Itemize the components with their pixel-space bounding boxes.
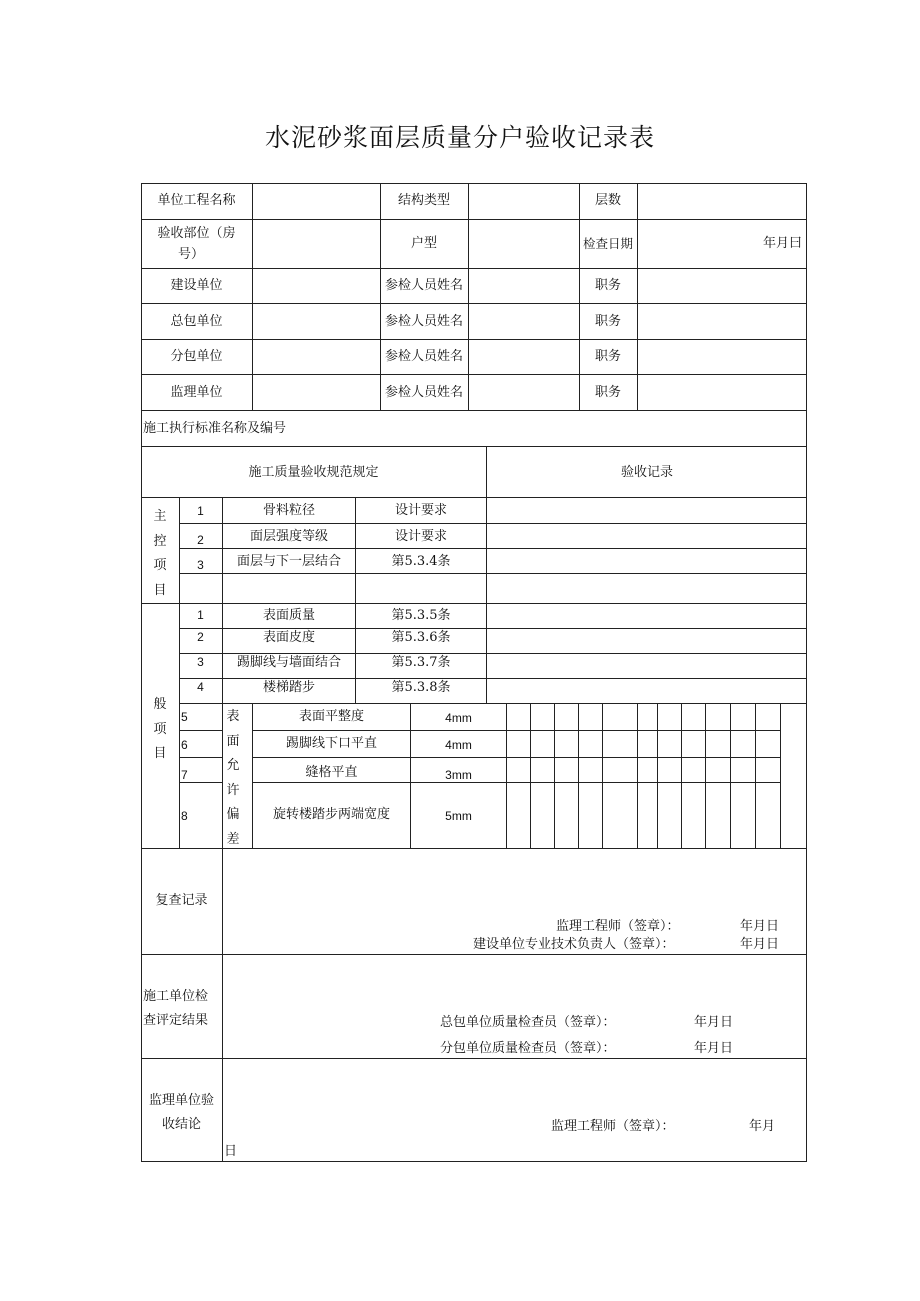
deviation-value: 5mm (445, 809, 472, 823)
item-requirement: 第5.3.4条 (391, 554, 451, 569)
construction-label-2: 查评定结果 (143, 1013, 209, 1028)
review-sig2-date[interactable]: 年月日 (740, 937, 780, 952)
party-unit-label: 监理单位 (170, 385, 223, 400)
item-requirement: 第5.3.7条 (391, 655, 451, 670)
item-number: 6 (181, 738, 188, 752)
party-position-label: 职务 (594, 314, 621, 329)
item-requirement: 设计要求 (394, 503, 447, 518)
deviation-name: 旋转楼踏步两端宽度 (272, 807, 390, 822)
deviation-name: 踢脚线下口平直 (285, 736, 377, 751)
deviation-value: 4mm (445, 711, 472, 725)
general-items-label: 般 项 目 (153, 697, 167, 761)
item-requirement: 第5.3.6条 (391, 630, 451, 645)
unit-type-label: 户型 (410, 236, 437, 251)
item-name: 踢脚线与墙面结合 (236, 655, 341, 670)
item-name: 表面质量 (262, 608, 315, 623)
inspection-record-table (141, 183, 807, 1162)
item-name: 骨料粒径 (262, 503, 315, 518)
inspection-date-label: 检查日期 (582, 236, 633, 251)
structure-type-label: 结构类型 (397, 193, 450, 208)
deviation-label: 表 面 允 许 偏 差 (226, 709, 240, 847)
construction-sig1-date[interactable]: 年月日 (694, 1015, 734, 1030)
party-position-label: 职务 (594, 385, 621, 400)
deviation-name: 缝格平直 (305, 765, 358, 780)
supervision-sig-date[interactable]: 年月 (749, 1119, 776, 1134)
supervision-label-1: 监理单位验 (148, 1093, 214, 1108)
deviation-value: 4mm (445, 738, 472, 752)
item-requirement: 第5.3.5条 (391, 608, 451, 623)
party-person-label: 参检人员姓名 (384, 314, 463, 329)
party-unit-label: 建设单位 (170, 278, 223, 293)
party-position-label: 职务 (594, 278, 621, 293)
party-person-label: 参检人员姓名 (384, 385, 463, 400)
construction-sig2-date[interactable]: 年月日 (694, 1041, 734, 1056)
item-number: 2 (197, 533, 204, 547)
spec-header: 施工质量验收规范规定 (248, 465, 379, 480)
page-title: 水泥砂浆面层质量分户验收记录表 (264, 123, 655, 152)
item-number: 5 (181, 710, 188, 724)
inspection-location-label-2: 号） (177, 247, 204, 262)
review-sig1-label: 监理工程师（签章）： (556, 919, 680, 934)
party-unit-label: 分包单位 (170, 349, 223, 364)
standard-label: 施工执行标准名称及编号 (143, 421, 287, 436)
item-number: 3 (197, 558, 204, 572)
item-number: 8 (181, 809, 188, 823)
inspection-location-field[interactable] (253, 220, 380, 268)
party-person-label: 参检人员姓名 (384, 278, 463, 293)
review-sig2-label: 建设单位专业技术负责人（签章）： (473, 937, 675, 952)
party-position-label: 职务 (594, 349, 621, 364)
party-unit-label: 总包单位 (170, 314, 223, 329)
item-name: 表面皮度 (262, 630, 315, 645)
deviation-value: 3mm (445, 768, 472, 782)
construction-sig1-label: 总包单位质量检查员（签章）： (440, 1015, 616, 1030)
item-number: 2 (197, 630, 204, 644)
inspection-location-label-1: 验收部位（房 (157, 226, 236, 241)
item-number: 4 (197, 680, 204, 694)
construction-label-1: 施工单位检 (143, 989, 209, 1004)
item-requirement: 设计要求 (394, 529, 447, 544)
supervision-sig-label: 监理工程师（签章）： (551, 1119, 675, 1134)
review-label: 复查记录 (155, 893, 208, 908)
item-number: 3 (197, 655, 204, 669)
unit-project-field[interactable] (253, 184, 380, 219)
construction-sig2-label: 分包单位质量检查员（签章）： (440, 1041, 616, 1056)
floors-label: 层数 (594, 193, 621, 208)
item-requirement: 第5.3.8条 (391, 680, 451, 695)
record-header: 验收记录 (620, 465, 673, 480)
floors-field[interactable] (638, 184, 806, 219)
item-number: 1 (197, 504, 204, 518)
item-name: 面层与下一层结合 (236, 554, 341, 569)
deviation-name: 表面平整度 (298, 709, 364, 724)
supervision-sig-date-tail: 日 (224, 1144, 238, 1159)
item-name: 楼梯踏步 (262, 680, 315, 695)
party-person-label: 参检人员姓名 (384, 349, 463, 364)
item-number: 1 (197, 608, 204, 622)
unit-project-label: 单位工程名称 (157, 193, 236, 208)
inspection-date-value[interactable]: 年月曰 (763, 236, 803, 251)
review-sig1-date[interactable]: 年月日 (740, 919, 780, 934)
structure-type-field[interactable] (469, 184, 579, 219)
item-number: 7 (181, 768, 188, 782)
main-control-label: 主 控 项 目 (153, 509, 167, 598)
supervision-label-2: 收结论 (161, 1117, 201, 1132)
unit-type-field[interactable] (469, 220, 579, 268)
item-name: 面层强度等级 (249, 529, 328, 544)
